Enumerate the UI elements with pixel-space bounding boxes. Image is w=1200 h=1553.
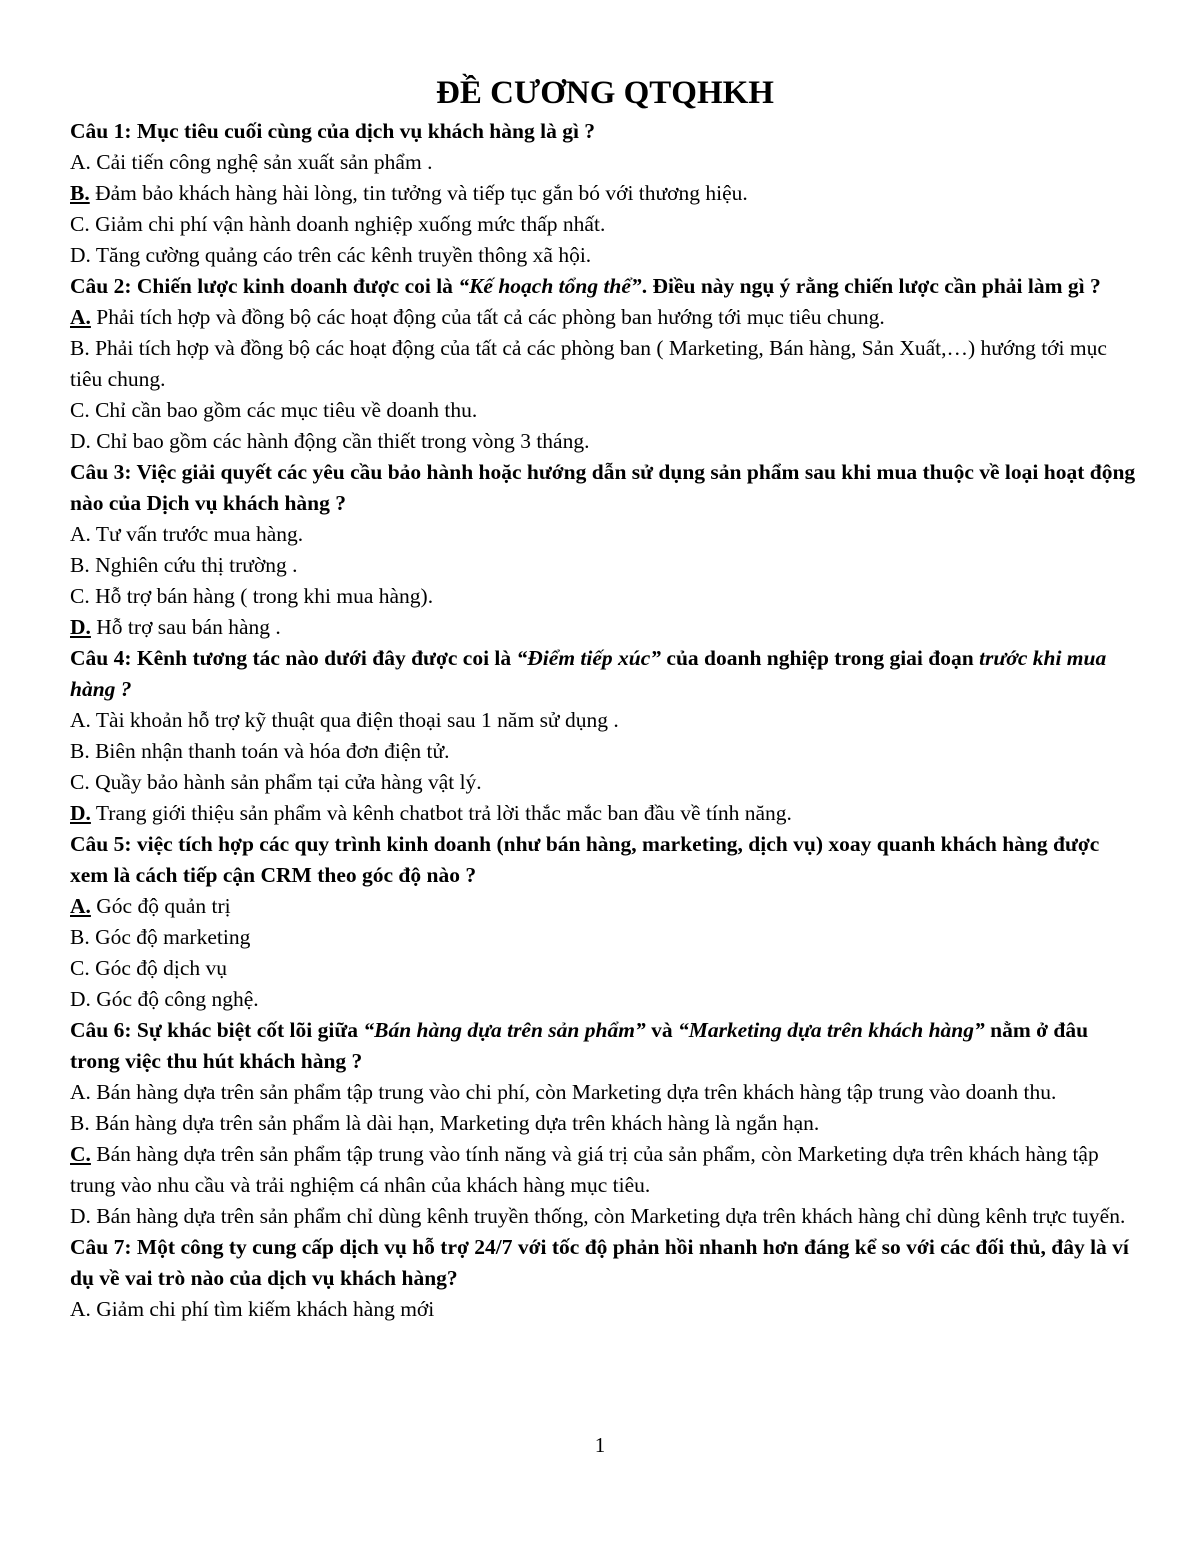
option-letter-correct: A. <box>70 305 91 329</box>
option-letter: B. <box>70 336 90 360</box>
option-letter: C. <box>70 770 90 794</box>
option-text: Tài khoản hỗ trợ kỹ thuật qua điện thoại sau 1 năm sử dụng . <box>95 708 619 732</box>
option-text: Tư vấn trước mua hàng. <box>95 522 304 546</box>
question-text: Câu 5: việc tích hợp các quy trình kinh doanh (như bán hàng, marketing, dịch vụ) xoay quanh khách hàng được xem là cách tiếp cận CRM theo góc độ nào ? <box>70 832 1100 887</box>
option-letter: B. <box>70 553 90 577</box>
option-letter: A. <box>70 522 91 546</box>
option-text: Góc độ marketing <box>95 925 251 949</box>
document-title: ĐỀ CƯƠNG QTQHKH <box>436 75 774 111</box>
option-letter-correct: B. <box>70 181 90 205</box>
question-block <box>70 1015 1140 1232</box>
answer-option <box>70 736 1140 767</box>
option-text: Bán hàng dựa trên sản phẩm tập trung vào chi phí, còn Marketing dựa trên khách hàng tập trung vào doanh thu. <box>96 1080 1057 1104</box>
option-letter-correct: C. <box>70 1142 91 1166</box>
answer-option <box>70 550 1140 581</box>
answer-option-correct <box>70 1139 1140 1201</box>
question-block <box>70 271 1140 457</box>
answer-option <box>70 705 1140 736</box>
option-text: Hỗ trợ bán hàng ( trong khi mua hàng). <box>95 584 434 608</box>
option-text: Góc độ quản trị <box>96 894 231 918</box>
answer-option <box>70 984 1140 1015</box>
answer-option <box>70 1294 1140 1325</box>
answer-option <box>70 1108 1140 1139</box>
page-number: 1 <box>594 1433 606 1457</box>
option-letter: A. <box>70 1297 91 1321</box>
option-letter: A. <box>70 150 91 174</box>
answer-option-correct <box>70 798 1140 829</box>
option-text: Bán hàng dựa trên sản phẩm chỉ dùng kênh truyền thống, còn Marketing dựa trên khách hàng chỉ dùng kênh trực tuyến. <box>96 1204 1126 1228</box>
option-text: Phải tích hợp và đồng bộ các hoạt động của tất cả các phòng ban ( Marketing, Bán hàng, Sản Xuất,…) hướng tới mục tiêu chung. <box>70 336 1107 391</box>
option-letter: C. <box>70 956 90 980</box>
answer-option <box>70 922 1140 953</box>
option-text: Đảm bảo khách hàng hài lòng, tin tưởng và tiếp tục gắn bó với thương hiệu. <box>95 181 748 205</box>
answer-option <box>70 1201 1140 1232</box>
option-letter: C. <box>70 584 90 608</box>
option-letter: D. <box>70 1204 91 1228</box>
option-text: Trang giới thiệu sản phẩm và kênh chatbot trả lời thắc mắc ban đầu về tính năng. <box>95 801 792 825</box>
answer-option <box>70 209 1140 240</box>
option-text: Chỉ bao gồm các hành động cần thiết trong vòng 3 tháng. <box>96 429 590 453</box>
option-letter-correct: A. <box>70 894 91 918</box>
option-text: Góc độ công nghệ. <box>96 987 259 1011</box>
option-text: Cải tiến công nghệ sản xuất sản phẩm . <box>96 150 433 174</box>
option-letter: B. <box>70 1111 90 1135</box>
answer-option <box>70 581 1140 612</box>
option-letter: D. <box>70 243 91 267</box>
option-letter: D. <box>70 987 91 1011</box>
option-text: Biên nhận thanh toán và hóa đơn điện tử. <box>95 739 450 763</box>
option-letter: A. <box>70 708 91 732</box>
question-text: Câu 1: Mục tiêu cuối cùng của dịch vụ khách hàng là gì ? <box>70 119 596 143</box>
option-letter: C. <box>70 398 90 422</box>
option-letter-correct: D. <box>70 801 91 825</box>
answer-option <box>70 333 1140 395</box>
option-letter: B. <box>70 925 90 949</box>
question-text: Câu 4: Kênh tương tác nào dưới đây được coi là “Điểm tiếp xúc” của doanh nghiệp trong giai đoạn trước khi mua hàng ? <box>70 646 1107 701</box>
option-text: Chỉ cần bao gồm các mục tiêu về doanh thu. <box>95 398 478 422</box>
option-text: Góc độ dịch vụ <box>95 956 228 980</box>
answer-option <box>70 1077 1140 1108</box>
answer-option <box>70 953 1140 984</box>
option-letter: B. <box>70 739 90 763</box>
option-text: Phải tích hợp và đồng bộ các hoạt động của tất cả các phòng ban hướng tới mục tiêu chung. <box>96 305 885 329</box>
answer-option-correct <box>70 178 1140 209</box>
option-letter: D. <box>70 429 91 453</box>
answer-option-correct <box>70 612 1140 643</box>
question-block <box>70 643 1140 829</box>
answer-option-correct <box>70 891 1140 922</box>
answer-option <box>70 519 1140 550</box>
option-text: Tăng cường quảng cáo trên các kênh truyền thông xã hội. <box>95 243 592 267</box>
option-text: Quầy bảo hành sản phẩm tại cửa hàng vật lý. <box>95 770 482 794</box>
option-letter: C. <box>70 212 90 236</box>
answer-option <box>70 240 1140 271</box>
question-text: Câu 7: Một công ty cung cấp dịch vụ hỗ trợ 24/7 với tốc độ phản hồi nhanh hơn đáng kể so với các đối thủ, đây là ví dụ về vai trò nào của dịch vụ khách hàng? <box>70 1235 1129 1290</box>
question-block <box>70 1232 1140 1325</box>
answer-option <box>70 767 1140 798</box>
question-text: Câu 3: Việc giải quyết các yêu cầu bảo hành hoặc hướng dẫn sử dụng sản phẩm sau khi mua thuộc về loại hoạt động nào của Dịch vụ khách hàng ? <box>70 460 1136 515</box>
question-text: Câu 2: Chiến lược kinh doanh được coi là “Kế hoạch tổng thể”. Điều này ngụ ý rằng chiến lược cần phải làm gì ? <box>70 274 1101 298</box>
answer-option <box>70 395 1140 426</box>
answer-option-correct <box>70 302 1140 333</box>
option-text: Hỗ trợ sau bán hàng . <box>96 615 281 639</box>
question-block <box>70 457 1140 643</box>
option-text: Giảm chi phí vận hành doanh nghiệp xuống mức thấp nhất. <box>95 212 606 236</box>
option-letter-correct: D. <box>70 615 91 639</box>
option-text: Bán hàng dựa trên sản phẩm là dài hạn, Marketing dựa trên khách hàng là ngắn hạn. <box>95 1111 820 1135</box>
document-page <box>70 70 1140 1325</box>
question-text: Câu 6: Sự khác biệt cốt lõi giữa “Bán hàng dựa trên sản phẩm” và “Marketing dựa trên khách hàng” nằm ở đâu trong việc thu hút khách hàng ? <box>70 1018 1089 1073</box>
question-block <box>70 116 1140 271</box>
option-text: Nghiên cứu thị trường . <box>95 553 298 577</box>
option-letter: A. <box>70 1080 91 1104</box>
option-text: Bán hàng dựa trên sản phẩm tập trung vào tính năng và giá trị của sản phẩm, còn Marketing dựa trên khách hàng tập trung vào nhu cầu và trải nghiệm cá nhân của khách hàng mục tiêu. <box>70 1142 1099 1197</box>
option-text: Giảm chi phí tìm kiếm khách hàng mới <box>96 1297 435 1321</box>
answer-option <box>70 426 1140 457</box>
question-block <box>70 829 1140 1015</box>
answer-option <box>70 147 1140 178</box>
